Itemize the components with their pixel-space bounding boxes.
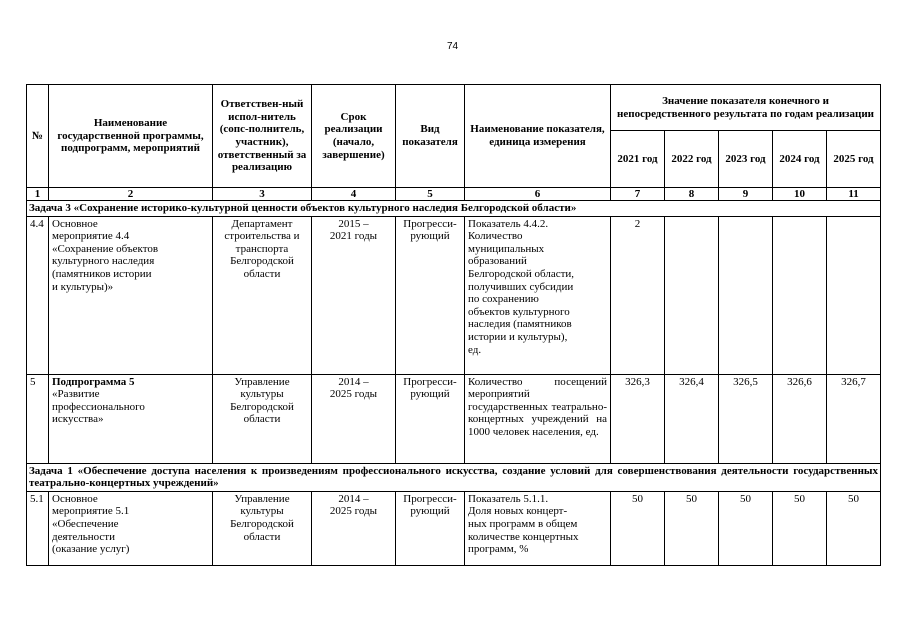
indicator-name: Показатель 5.1.1. Доля новых концерт- ных программ в общем количестве концертных программ, % <box>465 491 611 565</box>
value-2023: 50 <box>719 491 773 565</box>
task-1-heading: Задача 1 «Обеспечение доступа населения к произведениям профессионального искусства, создание условий для совершенствования деятельности государственных театрально-концертных учреждений» <box>27 463 881 491</box>
value-2022: 326,4 <box>665 374 719 463</box>
value-2021: 326,3 <box>611 374 665 463</box>
row-number: 5.1 <box>27 491 49 565</box>
header-kind: Вид показателя <box>396 85 465 188</box>
measure-name: Основное мероприятие 5.1 «Обеспечение деятельности (оказание услуг) <box>49 491 213 565</box>
column-number: 6 <box>465 188 611 201</box>
column-number: 2 <box>49 188 213 201</box>
header-year: 2023 год <box>719 131 773 188</box>
value-2021: 50 <box>611 491 665 565</box>
column-number: 3 <box>213 188 312 201</box>
value-2023: 326,5 <box>719 374 773 463</box>
header-num: № <box>27 85 49 188</box>
value-2024: 326,6 <box>773 374 827 463</box>
header-year: 2024 год <box>773 131 827 188</box>
column-number: 9 <box>719 188 773 201</box>
term: 2015 – 2021 годы <box>312 216 396 374</box>
indicator-name: Количество посещений мероприятий государственных театрально-концертных учреждений на 1000 человек населения, ед. <box>465 374 611 463</box>
value-2023 <box>719 216 773 374</box>
value-2022 <box>665 216 719 374</box>
measure-name <box>49 374 213 463</box>
task-3-heading: Задача 3 «Сохранение историко-культурной ценности объектов культурного наследия Белгородской области» <box>27 201 881 217</box>
program-table <box>26 84 881 566</box>
column-number: 8 <box>665 188 719 201</box>
header-term: Срок реализации (начало, завершение) <box>312 85 396 188</box>
column-number: 10 <box>773 188 827 201</box>
column-number: 1 <box>27 188 49 201</box>
value-2025: 50 <box>827 491 881 565</box>
value-2024 <box>773 216 827 374</box>
term: 2014 – 2025 годы <box>312 491 396 565</box>
value-2021: 2 <box>611 216 665 374</box>
indicator-name: Показатель 4.4.2. Количество муниципальных образований Белгородской области, получивших субсидии по сохранению объектов культурного наследия (памятников истории и культуры), ед. <box>465 216 611 374</box>
indicator-kind: Прогресси- рующий <box>396 491 465 565</box>
row-number: 4.4 <box>27 216 49 374</box>
value-2022: 50 <box>665 491 719 565</box>
value-2024: 50 <box>773 491 827 565</box>
measure-name: Основное мероприятие 4.4 «Сохранение объектов культурного наследия (памятников истории и культуры)» <box>49 216 213 374</box>
header-values-group: Значение показателя конечного и непосредственного результата по годам реализации <box>611 85 881 131</box>
column-number: 5 <box>396 188 465 201</box>
page-number: 74 <box>446 41 459 52</box>
header-indicator: Наименование показателя, единица измерения <box>465 85 611 188</box>
column-number: 4 <box>312 188 396 201</box>
executor: Управление культуры Белгородской области <box>213 374 312 463</box>
subprogram-title: Подпрограмма 5 <box>52 375 135 388</box>
indicator-kind: Прогресси- рующий <box>396 216 465 374</box>
executor: Управление культуры Белгородской области <box>213 491 312 565</box>
executor: Департамент строительства и транспорта Белгородской области <box>213 216 312 374</box>
column-number: 7 <box>611 188 665 201</box>
term: 2014 – 2025 годы <box>312 374 396 463</box>
column-number: 11 <box>827 188 881 201</box>
header-name: Наименование государственной программы, подпрограмм, мероприятий <box>49 85 213 188</box>
subprogram-name: «Развитие профессионального искусства» <box>52 388 145 426</box>
header-executor: Ответствен-ный испол-нитель (сопс-полнитель, участник), ответственный за реализацию <box>213 85 312 188</box>
row-number: 5 <box>27 374 49 463</box>
value-2025: 326,7 <box>827 374 881 463</box>
value-2025 <box>827 216 881 374</box>
header-year: 2021 год <box>611 131 665 188</box>
header-year: 2025 год <box>827 131 881 188</box>
header-year: 2022 год <box>665 131 719 188</box>
indicator-kind: Прогресси- рующий <box>396 374 465 463</box>
